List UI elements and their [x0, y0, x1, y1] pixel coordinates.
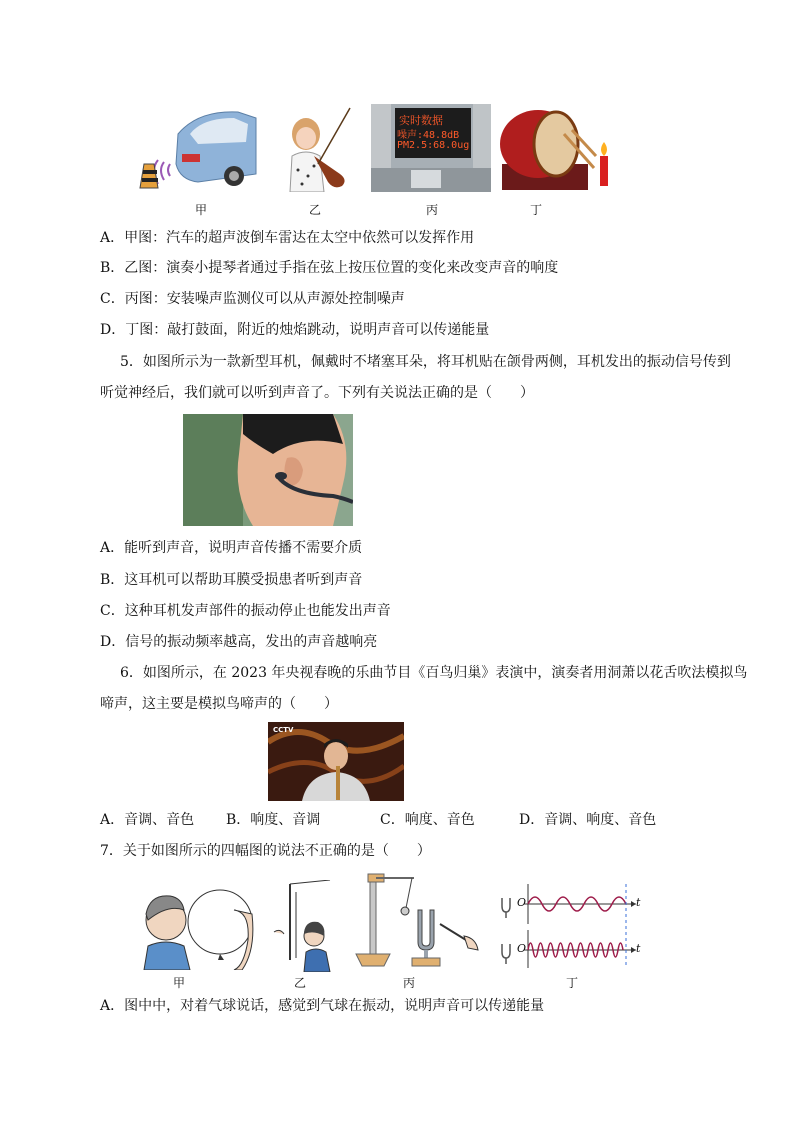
q4-caption-jia: 甲	[195, 203, 208, 217]
q4-caption-yi: 乙	[309, 203, 322, 217]
q4-caption-bing: 丙	[426, 203, 439, 217]
q4-option-d: D．丁图：敲打鼓面，附近的烛焰跳动，说明声音可以传递能量	[100, 322, 490, 338]
tuning-fork-ball-image	[354, 870, 482, 970]
noise-display-line1: 噪声:48.8dB	[397, 130, 460, 141]
wave-axis-o-bottom: O	[517, 942, 527, 955]
drum-candle-image	[498, 104, 613, 192]
echo-wall-image	[270, 880, 336, 972]
q7-caption-yi: 乙	[294, 976, 307, 990]
flute-performer-image	[268, 722, 404, 801]
q5-option-c: C．这种耳机发声部件的振动停止也能发出声音	[100, 603, 391, 619]
q7-option-a: A．图中中，对着气球说话，感觉到气球在振动，说明声音可以传递能量	[100, 998, 545, 1014]
noise-display-line2: PM2.5:68.0ug	[397, 140, 470, 151]
q6-option-d: D．音调、响度、音色	[519, 812, 657, 828]
balloon-speaking-image	[138, 880, 256, 970]
q7-caption-jia: 甲	[173, 976, 186, 990]
q6-option-b: B．响度、音调	[226, 812, 321, 828]
q4-caption-ding: 丁	[530, 203, 543, 217]
violin-player-image	[278, 104, 353, 192]
waveform-comparison-image	[498, 872, 644, 970]
q7-caption-bing: 丙	[403, 976, 416, 990]
q7-caption-ding: 丁	[566, 976, 579, 990]
q5-option-a: A．能听到声音，说明声音传播不需要介质	[100, 540, 363, 556]
q5-stem-line2: 听觉神经后，我们就可以听到声音了。下列有关说法正确的是（ ）	[100, 385, 534, 401]
q6-option-a: A．音调、音色	[100, 812, 195, 828]
cctv-logo: CCTV	[273, 726, 294, 734]
q6-stem-line1: 6．如图所示，在 2023 年央视春晚的乐曲节目《百鸟归巢》表演中，演奏者用洞萧以花舌吹法模拟鸟	[120, 665, 748, 681]
q4-option-b: B．乙图：演奏小提琴者通过手指在弦上按压位置的变化来改变声音的响度	[100, 260, 559, 276]
q4-option-c: C．丙图：安装噪声监测仪可以从声源处控制噪声	[100, 291, 405, 307]
q7-stem: 7．关于如图所示的四幅图的说法不正确的是（ ）	[100, 843, 431, 859]
car-radar-image	[138, 104, 260, 192]
q6-stem-line2: 啼声，这主要是模拟鸟啼声的（ ）	[100, 696, 338, 712]
q6-option-c: C．响度、音色	[380, 812, 475, 828]
wave-axis-o-top: O	[517, 896, 527, 909]
q5-option-d: D．信号的振动频率越高，发出的声音越响亮	[100, 634, 378, 650]
noise-monitor-image	[371, 104, 491, 192]
wave-axis-t-bottom: t	[636, 942, 641, 955]
bone-conduction-headphone-image	[183, 414, 353, 526]
wave-axis-t-top: t	[636, 896, 641, 909]
q4-option-a: A．甲图：汽车的超声波倒车雷达在太空中依然可以发挥作用	[100, 230, 475, 246]
q5-stem-line1: 5．如图所示为一款新型耳机，佩戴时不堵塞耳朵，将耳机贴在颌骨两侧，耳机发出的振动信号传到	[120, 354, 731, 370]
noise-display-title: 实时数据	[399, 114, 443, 127]
q5-option-b: B．这耳机可以帮助耳膜受损患者听到声音	[100, 572, 363, 588]
